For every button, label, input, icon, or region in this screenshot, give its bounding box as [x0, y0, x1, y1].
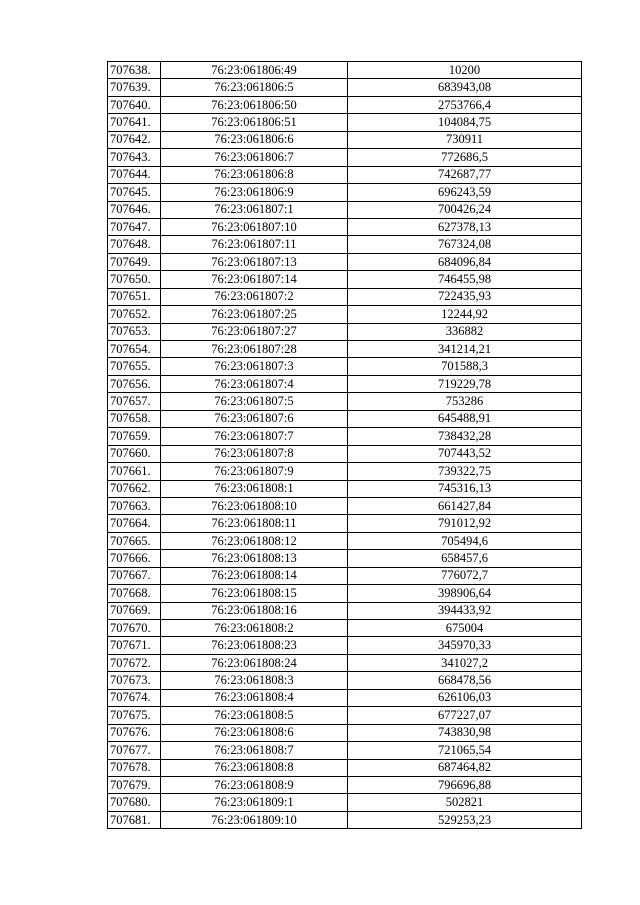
cadastral-number-cell: 76:23:061806:8: [161, 166, 348, 183]
cadastral-value-cell: 2753766,4: [348, 96, 582, 113]
cadastral-value-table: [107, 61, 582, 829]
cadastral-value-cell: 684096,84: [348, 253, 582, 270]
table-row: [108, 410, 582, 427]
cadastral-number-cell: 76:23:061808:7: [161, 742, 348, 759]
cadastral-number-cell: 76:23:061807:3: [161, 358, 348, 375]
cadastral-value-cell: 722435,93: [348, 288, 582, 305]
cadastral-value-cell: 658457,6: [348, 550, 582, 567]
cadastral-value-cell: 668478,56: [348, 672, 582, 689]
cadastral-number-cell: 76:23:061807:27: [161, 323, 348, 340]
table-row: [108, 794, 582, 811]
table-row: [108, 62, 582, 79]
cadastral-number-cell: 76:23:061809:1: [161, 794, 348, 811]
table-row: [108, 759, 582, 776]
row-number-cell: 707679.: [108, 776, 161, 793]
cadastral-value-cell: 753286: [348, 393, 582, 410]
table-row: [108, 341, 582, 358]
row-number-cell: 707675.: [108, 707, 161, 724]
row-number-cell: 707670.: [108, 620, 161, 637]
cadastral-number-cell: 76:23:061807:5: [161, 393, 348, 410]
cadastral-number-cell: 76:23:061808:6: [161, 724, 348, 741]
row-number-cell: 707650.: [108, 271, 161, 288]
cadastral-number-cell: 76:23:061807:2: [161, 288, 348, 305]
cadastral-value-cell: 661427,84: [348, 497, 582, 514]
cadastral-number-cell: 76:23:061807:13: [161, 253, 348, 270]
cadastral-value-cell: 683943,08: [348, 79, 582, 96]
table-row: [108, 428, 582, 445]
cadastral-value-cell: 336882: [348, 323, 582, 340]
cadastral-value-cell: 341027,2: [348, 654, 582, 671]
table-row: [108, 689, 582, 706]
cadastral-number-cell: 76:23:061807:11: [161, 236, 348, 253]
cadastral-value-cell: 745316,13: [348, 480, 582, 497]
row-number-cell: 707652.: [108, 306, 161, 323]
row-number-cell: 707640.: [108, 96, 161, 113]
table-row: [108, 654, 582, 671]
table-row: [108, 742, 582, 759]
cadastral-number-cell: 76:23:061808:13: [161, 550, 348, 567]
cadastral-number-cell: 76:23:061808:2: [161, 620, 348, 637]
cadastral-value-cell: 719229,78: [348, 375, 582, 392]
cadastral-number-cell: 76:23:061807:14: [161, 271, 348, 288]
row-number-cell: 707663.: [108, 497, 161, 514]
row-number-cell: 707680.: [108, 794, 161, 811]
cadastral-value-cell: 645488,91: [348, 410, 582, 427]
row-number-cell: 707671.: [108, 637, 161, 654]
table-row: [108, 602, 582, 619]
cadastral-number-cell: 76:23:061806:50: [161, 96, 348, 113]
cadastral-value-cell: 721065,54: [348, 742, 582, 759]
cadastral-value-cell: 700426,24: [348, 201, 582, 218]
cadastral-value-cell: 742687,77: [348, 166, 582, 183]
table-body: [108, 62, 582, 829]
row-number-cell: 707661.: [108, 463, 161, 480]
cadastral-value-cell: 104084,75: [348, 114, 582, 131]
table-row: [108, 166, 582, 183]
cadastral-value-cell: 730911: [348, 131, 582, 148]
cadastral-number-cell: 76:23:061808:9: [161, 776, 348, 793]
table-row: [108, 114, 582, 131]
row-number-cell: 707638.: [108, 62, 161, 79]
table-row: [108, 96, 582, 113]
cadastral-value-cell: 502821: [348, 794, 582, 811]
cadastral-number-cell: 76:23:061807:7: [161, 428, 348, 445]
row-number-cell: 707649.: [108, 253, 161, 270]
cadastral-value-cell: 10200: [348, 62, 582, 79]
cadastral-number-cell: 76:23:061808:16: [161, 602, 348, 619]
cadastral-value-cell: 796696,88: [348, 776, 582, 793]
cadastral-value-cell: 529253,23: [348, 811, 582, 828]
table-row: [108, 724, 582, 741]
row-number-cell: 707643.: [108, 149, 161, 166]
table-row: [108, 323, 582, 340]
row-number-cell: 707677.: [108, 742, 161, 759]
row-number-cell: 707668.: [108, 585, 161, 602]
cadastral-value-cell: 687464,82: [348, 759, 582, 776]
cadastral-number-cell: 76:23:061806:49: [161, 62, 348, 79]
cadastral-number-cell: 76:23:061806:7: [161, 149, 348, 166]
table-row: [108, 201, 582, 218]
cadastral-number-cell: 76:23:061808:14: [161, 567, 348, 584]
row-number-cell: 707672.: [108, 654, 161, 671]
cadastral-number-cell: 76:23:061808:12: [161, 532, 348, 549]
row-number-cell: 707667.: [108, 567, 161, 584]
cadastral-number-cell: 76:23:061807:25: [161, 306, 348, 323]
table-row: [108, 567, 582, 584]
cadastral-value-cell: 675004: [348, 620, 582, 637]
row-number-cell: 707646.: [108, 201, 161, 218]
table-row: [108, 707, 582, 724]
cadastral-number-cell: 76:23:061808:4: [161, 689, 348, 706]
table-row: [108, 218, 582, 235]
cadastral-value-cell: 743830,98: [348, 724, 582, 741]
cadastral-value-cell: 677227,07: [348, 707, 582, 724]
cadastral-number-cell: 76:23:061808:24: [161, 654, 348, 671]
cadastral-number-cell: 76:23:061808:3: [161, 672, 348, 689]
table-row: [108, 515, 582, 532]
cadastral-value-cell: 341214,21: [348, 341, 582, 358]
row-number-cell: 707674.: [108, 689, 161, 706]
cadastral-number-cell: 76:23:061808:1: [161, 480, 348, 497]
cadastral-value-cell: 626106,03: [348, 689, 582, 706]
cadastral-value-cell: 791012,92: [348, 515, 582, 532]
cadastral-number-cell: 76:23:061806:5: [161, 79, 348, 96]
cadastral-value-cell: 12244,92: [348, 306, 582, 323]
table-row: [108, 672, 582, 689]
cadastral-value-cell: 705494,6: [348, 532, 582, 549]
cadastral-value-cell: 345970,33: [348, 637, 582, 654]
row-number-cell: 707658.: [108, 410, 161, 427]
table-row: [108, 393, 582, 410]
row-number-cell: 707655.: [108, 358, 161, 375]
cadastral-value-cell: 772686,5: [348, 149, 582, 166]
cadastral-value-cell: 776072,7: [348, 567, 582, 584]
row-number-cell: 707676.: [108, 724, 161, 741]
row-number-cell: 707664.: [108, 515, 161, 532]
row-number-cell: 707681.: [108, 811, 161, 828]
cadastral-value-cell: 701588,3: [348, 358, 582, 375]
row-number-cell: 707651.: [108, 288, 161, 305]
table-row: [108, 532, 582, 549]
table-row: [108, 445, 582, 462]
row-number-cell: 707648.: [108, 236, 161, 253]
row-number-cell: 707644.: [108, 166, 161, 183]
row-number-cell: 707645.: [108, 184, 161, 201]
row-number-cell: 707641.: [108, 114, 161, 131]
cadastral-value-cell: 767324,08: [348, 236, 582, 253]
table-row: [108, 375, 582, 392]
cadastral-value-cell: 707443,52: [348, 445, 582, 462]
row-number-cell: 707669.: [108, 602, 161, 619]
row-number-cell: 707647.: [108, 218, 161, 235]
table-row: [108, 131, 582, 148]
table-row: [108, 585, 582, 602]
table-row: [108, 358, 582, 375]
cadastral-value-cell: 394433,92: [348, 602, 582, 619]
table-row: [108, 288, 582, 305]
table-row: [108, 497, 582, 514]
cadastral-number-cell: 76:23:061807:28: [161, 341, 348, 358]
cadastral-number-cell: 76:23:061806:9: [161, 184, 348, 201]
row-number-cell: 707656.: [108, 375, 161, 392]
row-number-cell: 707660.: [108, 445, 161, 462]
cadastral-number-cell: 76:23:061808:23: [161, 637, 348, 654]
cadastral-value-cell: 739322,75: [348, 463, 582, 480]
table-row: [108, 620, 582, 637]
row-number-cell: 707653.: [108, 323, 161, 340]
row-number-cell: 707666.: [108, 550, 161, 567]
cadastral-value-cell: 738432,28: [348, 428, 582, 445]
cadastral-value-cell: 398906,64: [348, 585, 582, 602]
cadastral-number-cell: 76:23:061807:9: [161, 463, 348, 480]
table-row: [108, 637, 582, 654]
row-number-cell: 707678.: [108, 759, 161, 776]
table-row: [108, 236, 582, 253]
cadastral-number-cell: 76:23:061808:8: [161, 759, 348, 776]
table-row: [108, 811, 582, 828]
cadastral-number-cell: 76:23:061807:8: [161, 445, 348, 462]
cadastral-number-cell: 76:23:061807:4: [161, 375, 348, 392]
cadastral-number-cell: 76:23:061807:10: [161, 218, 348, 235]
cadastral-number-cell: 76:23:061807:6: [161, 410, 348, 427]
row-number-cell: 707657.: [108, 393, 161, 410]
row-number-cell: 707662.: [108, 480, 161, 497]
cadastral-number-cell: 76:23:061807:1: [161, 201, 348, 218]
row-number-cell: 707654.: [108, 341, 161, 358]
cadastral-number-cell: 76:23:061808:5: [161, 707, 348, 724]
table-row: [108, 271, 582, 288]
row-number-cell: 707665.: [108, 532, 161, 549]
cadastral-number-cell: 76:23:061806:6: [161, 131, 348, 148]
table-row: [108, 306, 582, 323]
table-row: [108, 776, 582, 793]
cadastral-value-cell: 627378,13: [348, 218, 582, 235]
table-row: [108, 463, 582, 480]
table-row: [108, 480, 582, 497]
table-row: [108, 149, 582, 166]
cadastral-value-cell: 746455,98: [348, 271, 582, 288]
row-number-cell: 707642.: [108, 131, 161, 148]
row-number-cell: 707673.: [108, 672, 161, 689]
table-row: [108, 253, 582, 270]
table-row: [108, 550, 582, 567]
cadastral-number-cell: 76:23:061808:11: [161, 515, 348, 532]
table-row: [108, 79, 582, 96]
row-number-cell: 707639.: [108, 79, 161, 96]
cadastral-number-cell: 76:23:061808:10: [161, 497, 348, 514]
table-row: [108, 184, 582, 201]
cadastral-value-cell: 696243,59: [348, 184, 582, 201]
row-number-cell: 707659.: [108, 428, 161, 445]
cadastral-number-cell: 76:23:061808:15: [161, 585, 348, 602]
cadastral-number-cell: 76:23:061809:10: [161, 811, 348, 828]
cadastral-number-cell: 76:23:061806:51: [161, 114, 348, 131]
